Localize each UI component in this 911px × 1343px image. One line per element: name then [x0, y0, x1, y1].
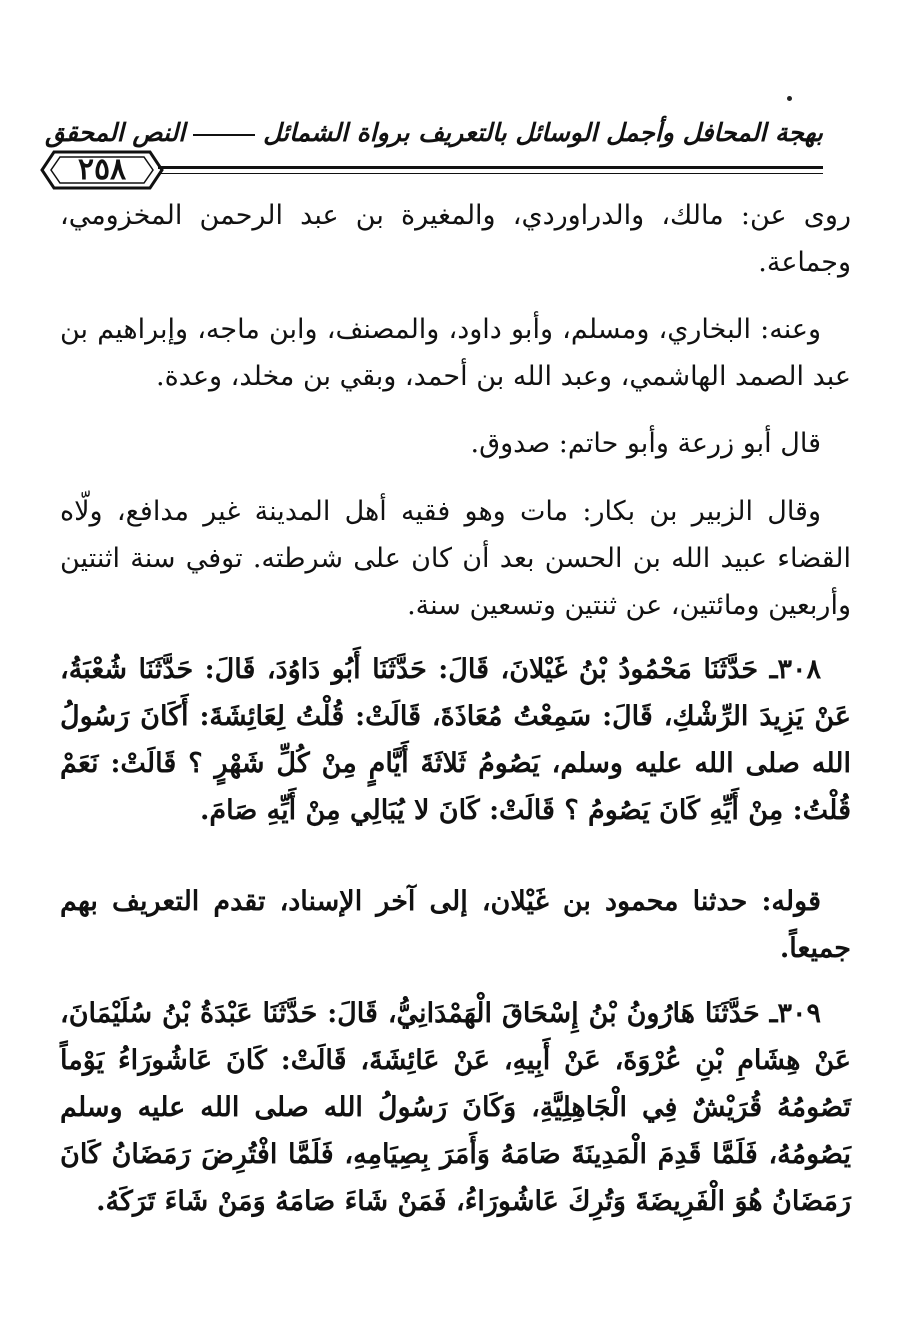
hadith-309: ٣٠٩ـ حَدَّثَنَا هَارُونُ بْنُ إِسْحَاقَ الْهَمْدَانِيُّ، قَالَ: حَدَّثَنَا عَبْدَةُ بْنُ سُلَيْمَانَ، عَنْ هِشَامِ بْنِ عُرْوَةَ، عَنْ أَبِيهِ، عَنْ عَائِشَةَ، قَالَتْ: كَانَ عَاشُورَاءُ يَوْماً تَصُومُهُ قُرَيْشٌ فِي الْجَاهِلِيَّةِ، وَكَانَ رَسُولُ الله صلى الله عليه وسلم يَصُومُهُ، فَلَمَّا قَدِمَ الْمَدِينَةَ صَامَهُ وَأَمَرَ بِصِيَامِهِ، فَلَمَّا افْتُرِضَ رَمَضَانُ كَانَ رَمَضَانُ هُوَ الْفَرِيضَةَ وَتُرِكَ عَاشُورَاءُ، فَمَنْ شَاءَ صَامَهُ وَمَنْ شَاءَ تَرَكَهُ.: [60, 998, 851, 1217]
book-title: بهجة المحافل وأجمل الوسائل بالتعريف برواة الشمائل: [263, 118, 823, 147]
biography-paragraph: وقال الزبير بن بكار: مات وهو فقيه أهل المدينة غير مدافع، ولّاه القضاء عبيد الله بن الحسن بعد أن كان على شرطته. توفي سنة اثنتين وأربعين ومائتين، عن ثنتين وتسعين سنة.: [60, 496, 851, 621]
commentary-paragraph: قوله: حدثنا محمود بن غَيْلان، إلى آخر الإسناد، تقدم التعريف بهم جميعاً.: [60, 886, 851, 964]
section-title: النص المحقق: [45, 118, 186, 147]
running-title: [45, 118, 823, 147]
title-dash: [193, 134, 255, 136]
header-rule-thin: [158, 173, 823, 174]
students-paragraph: وعنه: البخاري، ومسلم، وأبو داود، والمصنف، وابن ماجه، وإبراهيم بن عبد الصمد الهاشمي، وعبد الله بن أحمد، وبقي بن مخلد، وعدة.: [60, 314, 851, 392]
narrators-paragraph: روى عن: مالك، والدراوردي، والمغيرة بن عبد الرحمن المخزومي، وجماعة.: [60, 200, 851, 278]
ink-speck: [787, 96, 792, 101]
page-number-ornament: [40, 148, 164, 192]
grading-paragraph: قال أبو زرعة وأبو حاتم: صدوق.: [470, 428, 821, 459]
page-number: ٢٥٨: [77, 152, 127, 187]
page-header: [40, 118, 823, 192]
header-rule-thick: [158, 166, 823, 169]
hadith-308: ٣٠٨ـ حَدَّثَنَا مَحْمُودُ بْنُ غَيْلانَ، قَالَ: حَدَّثَنَا أَبُو دَاوُدَ، قَالَ: حَدَّثَنَا شُعْبَةُ، عَنْ يَزِيدَ الرِّشْكِ، قَالَ: سَمِعْتُ مُعَاذَةَ، قَالَتْ: قُلْتُ لِعَائِشَةَ: أَكَانَ رَسُولُ الله صلى الله عليه وسلم، يَصُومُ ثَلاثَةَ أَيَّامٍ مِنْ كُلِّ شَهْرٍ ؟ قَالَتْ: نَعَمْ قُلْتُ: مِنْ أَيِّهِ كَانَ يَصُومُ ؟ قَالَتْ: كَانَ لا يُبَالِي مِنْ أَيِّهِ صَامَ.: [60, 654, 851, 826]
